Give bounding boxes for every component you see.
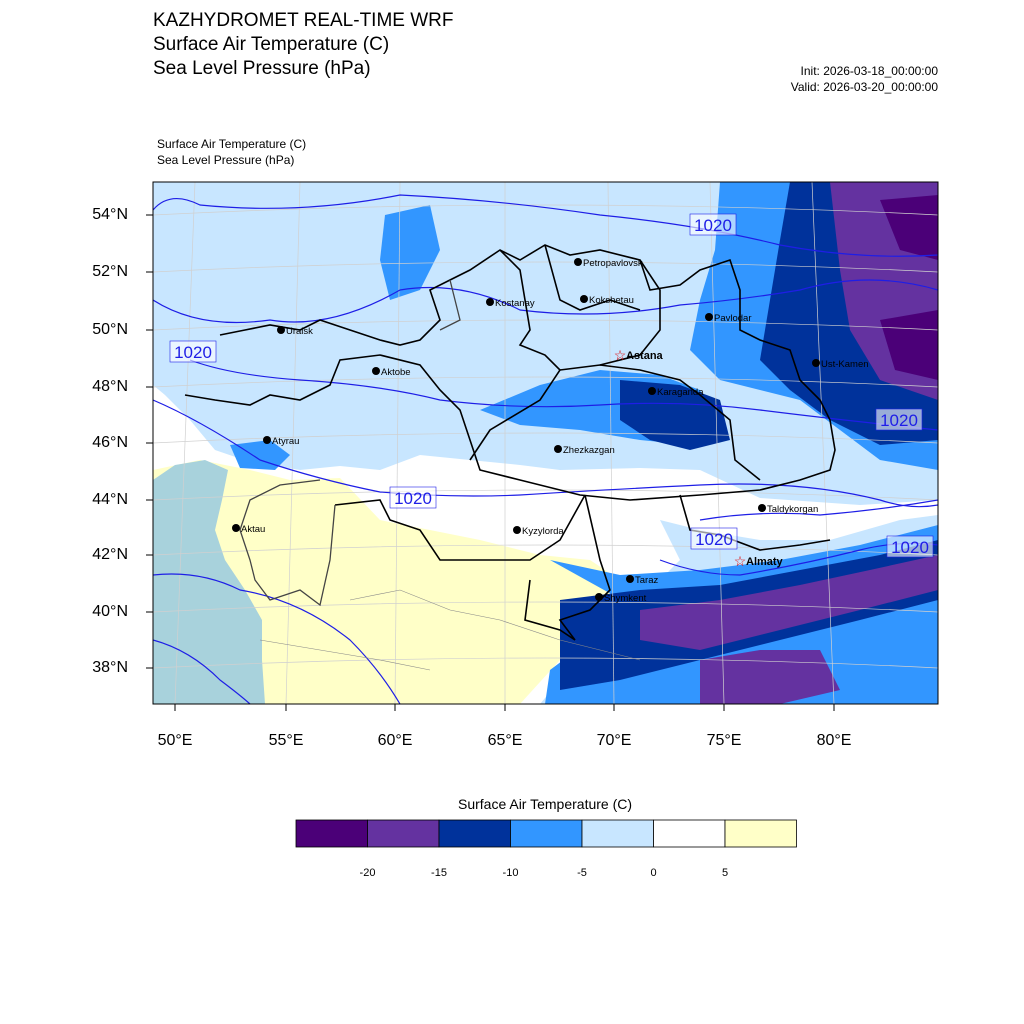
lat-label: 44°N xyxy=(92,491,128,508)
isobar-label: 1020 xyxy=(394,489,432,508)
city-dot-icon xyxy=(812,359,820,367)
city-label: Aktau xyxy=(241,524,266,535)
city-dot-icon xyxy=(595,593,603,601)
lat-label: 38°N xyxy=(92,659,128,676)
colorbar-tick-label: -20 xyxy=(359,867,376,879)
isobar-label: 1020 xyxy=(174,343,212,362)
lon-label: 65°E xyxy=(487,732,523,749)
city-dot-icon xyxy=(626,575,634,583)
colorbar-tick-label: -15 xyxy=(431,867,447,879)
capital-star-icon: ☆ xyxy=(733,553,747,569)
colorbar-tick-label: -10 xyxy=(502,867,519,879)
lat-label: 42°N xyxy=(92,546,128,563)
city-dot-icon xyxy=(580,295,588,303)
city-label: Kokshetau xyxy=(589,295,634,306)
title-line-2: Surface Air Temperature (C) xyxy=(153,34,390,55)
city-dot-icon xyxy=(232,524,240,532)
city-label: Taldykorgan xyxy=(767,504,819,515)
city-label: Kyzylorda xyxy=(522,526,564,537)
city-label: Petropavlovsk xyxy=(583,258,643,269)
title-line-1: KAZHYDROMET REAL-TIME WRF xyxy=(153,10,454,31)
lon-label: 55°E xyxy=(268,732,304,749)
lat-label: 54°N xyxy=(92,206,128,223)
city-label: Zhezkazgan xyxy=(563,445,615,456)
city-label: Ust-Kamen xyxy=(821,359,869,370)
capital-star-icon: ☆ xyxy=(613,347,627,363)
isobar-label: 1020 xyxy=(880,411,918,430)
city-label: Astana xyxy=(626,350,663,362)
city-label: Uralsk xyxy=(286,326,313,337)
colorbar-swatch xyxy=(582,820,654,847)
colorbar-tick-label: 0 xyxy=(650,867,657,879)
city-dot-icon xyxy=(263,436,271,444)
lon-label: 70°E xyxy=(596,732,632,749)
title-line-3: Sea Level Pressure (hPa) xyxy=(153,58,371,79)
lon-label: 80°E xyxy=(816,732,852,749)
city-dot-icon xyxy=(574,258,582,266)
colorbar-swatch xyxy=(439,820,511,847)
colorbar-title: Surface Air Temperature (C) xyxy=(457,796,633,812)
city-dot-icon xyxy=(513,526,521,534)
colorbar xyxy=(296,820,797,847)
isobar-label: 1020 xyxy=(891,538,929,557)
lat-label: 46°N xyxy=(92,434,128,451)
isobar-label: 1020 xyxy=(695,530,733,549)
isobar-label: 1020 xyxy=(694,216,732,235)
colorbar-swatch xyxy=(725,820,797,847)
lat-label: 48°N xyxy=(92,378,128,395)
colorbar-swatch xyxy=(368,820,440,847)
temperature-fields xyxy=(153,182,938,704)
city-dot-icon xyxy=(277,326,285,334)
colorbar-swatch xyxy=(511,820,583,847)
city-label: Shymkent xyxy=(604,593,647,604)
lon-label: 50°E xyxy=(157,732,193,749)
city-dot-icon xyxy=(554,445,562,453)
city-dot-icon xyxy=(372,367,380,375)
colorbar-tick-label: 5 xyxy=(721,867,729,879)
city-label: Karaganda xyxy=(657,387,704,398)
lat-label: 52°N xyxy=(92,263,128,280)
colorbar-swatch xyxy=(654,820,726,847)
city-label: Almaty xyxy=(746,556,783,568)
lat-label: 50°N xyxy=(92,321,128,338)
city-label: Atyrau xyxy=(272,436,300,447)
colorbar-tick-label: -5 xyxy=(577,867,587,879)
city-dot-icon xyxy=(648,387,656,395)
city-dot-icon xyxy=(705,313,713,321)
lon-label: 60°E xyxy=(377,732,413,749)
map-subtitle-1: Surface Air Temperature (C) xyxy=(157,137,307,151)
init-time: Init: 2026-03-18_00:00:00 xyxy=(800,64,938,78)
lon-label: 75°E xyxy=(706,732,742,749)
city-dot-icon xyxy=(758,504,766,512)
city-label: Taraz xyxy=(635,575,659,586)
valid-time: Valid: 2026-03-20_00:00:00 xyxy=(790,80,938,94)
city-label: Kostanay xyxy=(495,298,535,309)
city-dot-icon xyxy=(486,298,494,306)
lat-label: 40°N xyxy=(92,603,128,620)
colorbar-swatch xyxy=(296,820,368,847)
city-label: Aktobe xyxy=(381,367,411,378)
map-subtitle-2: Sea Level Pressure (hPa) xyxy=(157,153,295,167)
city-label: Pavlodar xyxy=(714,313,752,324)
